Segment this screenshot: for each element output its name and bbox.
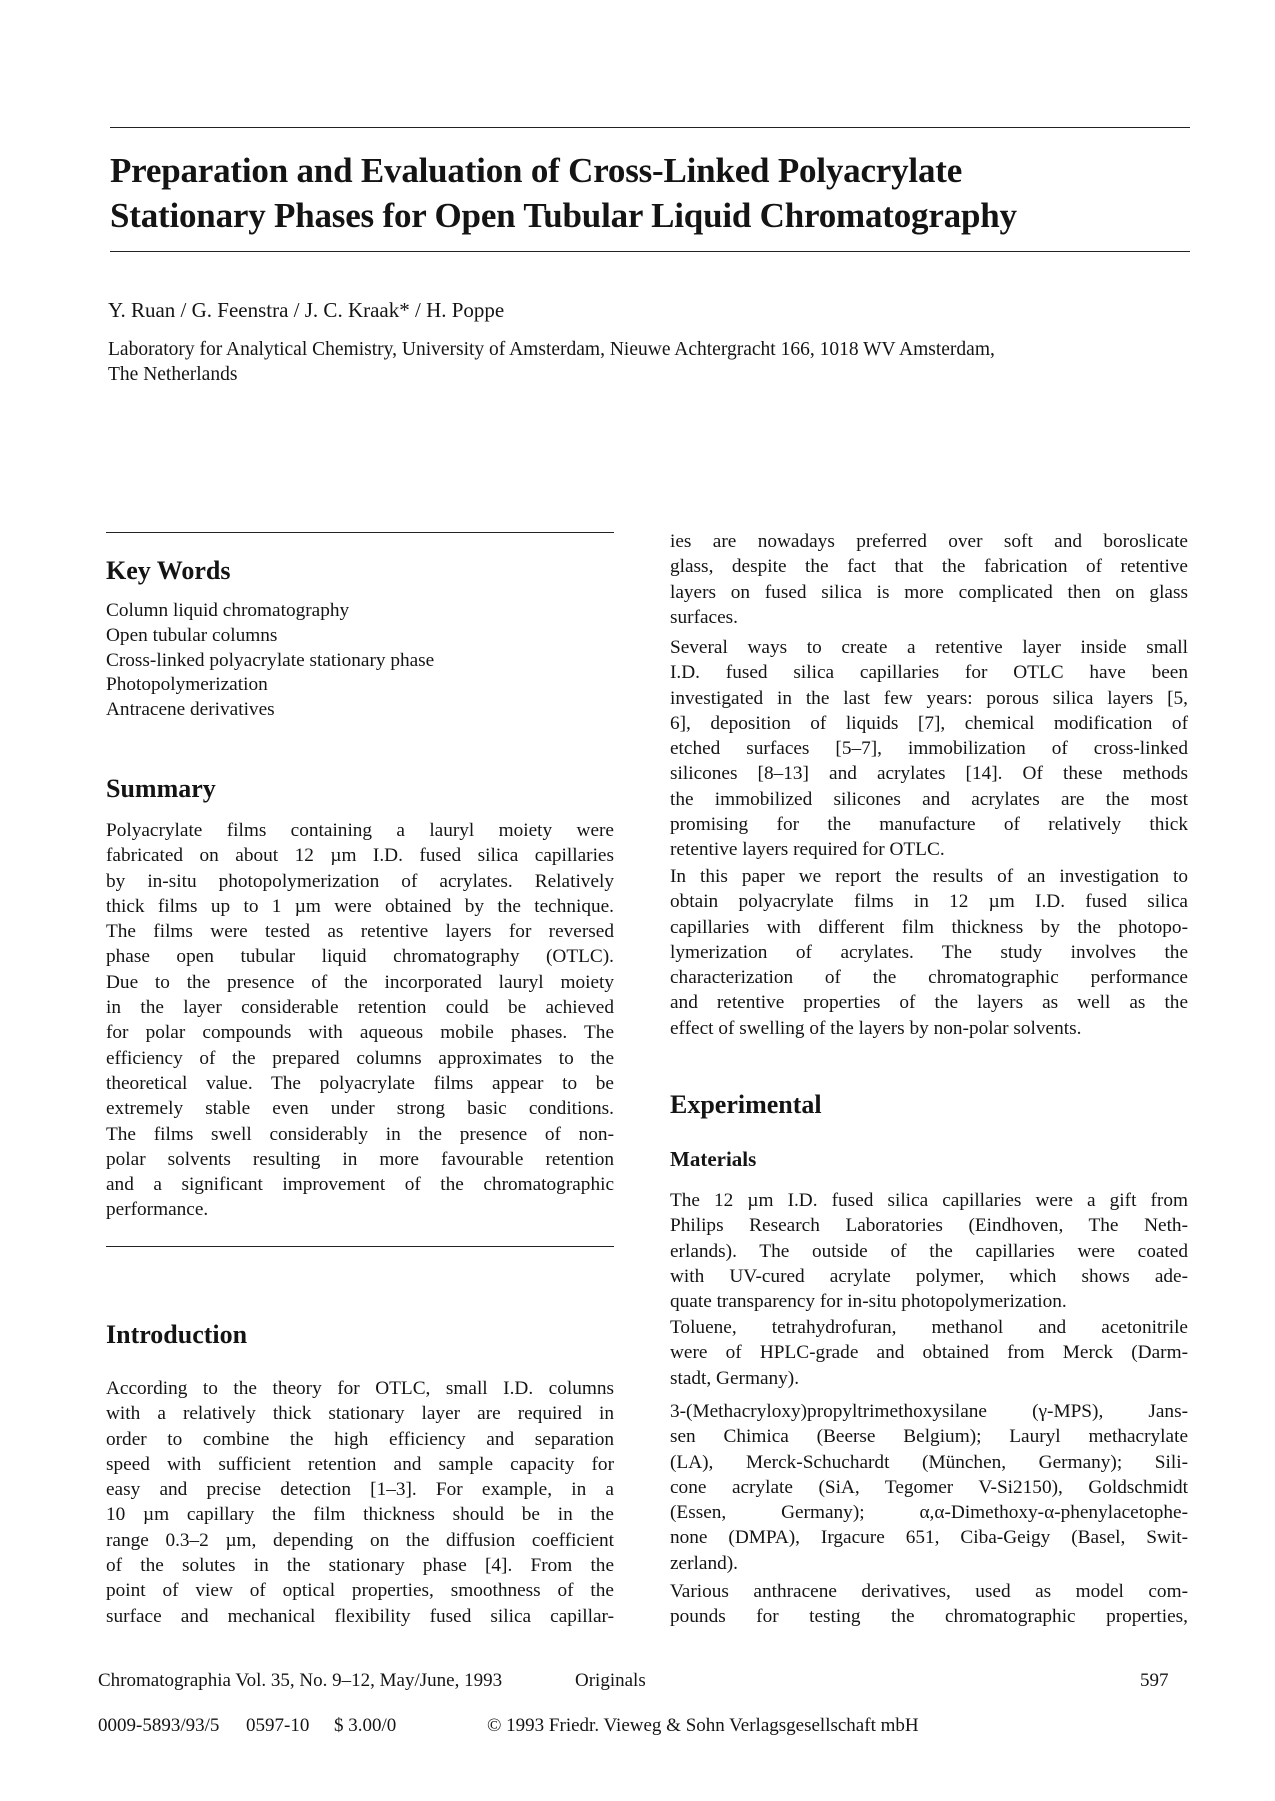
- keywords-top-rule: [106, 532, 614, 533]
- materials-paragraph: [670, 1399, 1188, 1576]
- text-line: Open tubular columns: [106, 624, 278, 646]
- affiliation-line: Laboratory for Analytical Chemistry, University of Amsterdam, Nieuwe Achtergracht 166, 1018 WV Amsterdam,: [108, 339, 995, 360]
- text-line: Various anthracene derivatives, used as model com-: [670, 1581, 1188, 1602]
- summary-bottom-rule: [106, 1246, 614, 1247]
- text-line: effect of swelling of the layers by non-polar solvents.: [670, 1017, 1082, 1039]
- text-line: Several ways to create a retentive layer inside small: [670, 637, 1188, 658]
- text-line: sen Chimica (Beerse Belgium); Lauryl methacrylate: [670, 1426, 1188, 1448]
- text-line: Cross-linked polyacrylate stationary phase: [106, 649, 435, 671]
- text-line: lymerization of acrylates. The study involves the: [670, 941, 1188, 963]
- issn-code: 0009-5893/93/5: [98, 1715, 220, 1736]
- materials-paragraph: [670, 1579, 1188, 1630]
- text-line: investigated in the last few years: porous silica layers [5,: [670, 687, 1188, 709]
- article-title-line-2: Stationary Phases for Open Tubular Liquid Chromatography: [110, 196, 1017, 235]
- section-label: Originals: [575, 1670, 646, 1691]
- introduction-paragraph: [106, 1376, 614, 1629]
- text-line: Due to the presence of the incorporated lauryl moiety: [106, 971, 614, 993]
- text-line: in the layer considerable retention could be achieved: [106, 997, 614, 1019]
- title-bottom-rule: [110, 251, 1190, 252]
- text-line: In this paper we report the results of an investigation to: [670, 866, 1188, 887]
- text-line: ies are nowadays preferred over soft and boroslicate: [670, 531, 1188, 552]
- text-line: by in-situ photopolymerization of acrylates. Relatively: [106, 870, 614, 892]
- text-line: were of HPLC-grade and obtained from Merck (Darm-: [670, 1342, 1188, 1364]
- text-line: of the solutes in the stationary phase [4]. From the: [106, 1555, 614, 1577]
- text-line: for polar compounds with aqueous mobile phases. The: [106, 1022, 614, 1044]
- introduction-paragraph: [670, 864, 1188, 1041]
- text-line: obtain polyacrylate films in 12 µm I.D. fused silica: [670, 891, 1188, 913]
- text-line: capillaries with different film thickness by the photopo-: [670, 916, 1188, 938]
- article-title-line-1: Preparation and Evaluation of Cross-Linked Polyacrylate: [110, 151, 963, 190]
- text-line: the immobilized silicones and acrylates are the most: [670, 788, 1188, 810]
- text-line: stadt, Germany).: [670, 1367, 800, 1389]
- page-number: 597: [1140, 1670, 1169, 1691]
- keywords-heading: Key Words: [106, 556, 231, 585]
- text-line: characterization of the chromatographic performance: [670, 967, 1188, 989]
- experimental-heading: Experimental: [670, 1090, 822, 1119]
- text-line: with a relatively thick stationary layer are required in: [106, 1403, 614, 1425]
- text-line: surfaces.: [670, 606, 738, 628]
- text-line: none (DMPA), Irgacure 651, Ciba-Geigy (Basel, Swit-: [670, 1527, 1188, 1549]
- text-line: 6], deposition of liquids [7], chemical modification of: [670, 712, 1188, 734]
- text-line: surface and mechanical flexibility fused silica capillar-: [106, 1605, 614, 1627]
- text-line: point of view of optical properties, smoothness of the: [106, 1580, 614, 1602]
- author-list: Y. Ruan / G. Feenstra / J. C. Kraak* / H. Poppe: [108, 298, 505, 322]
- text-line: performance.: [106, 1199, 209, 1221]
- text-line: etched surfaces [5–7], immobilization of cross-linked: [670, 738, 1188, 760]
- text-line: Toluene, tetrahydrofuran, methanol and acetonitrile: [670, 1317, 1188, 1338]
- text-line: and a significant improvement of the chromatographic: [106, 1174, 614, 1196]
- text-line: and retentive properties of the layers as well as the: [670, 992, 1188, 1014]
- text-line: (Essen, Germany); α,α-Dimethoxy-α-phenylacetophe-: [670, 1502, 1188, 1524]
- text-line: zerland).: [670, 1552, 738, 1574]
- text-line: polar solvents resulting in more favourable retention: [106, 1148, 614, 1170]
- price-code: $ 3.00/0: [334, 1715, 397, 1736]
- text-line: with UV-cured acrylate polymer, which shows ade-: [670, 1265, 1188, 1287]
- text-line: layers on fused silica is more complicated then on glass: [670, 581, 1188, 603]
- text-line: silicones [8–13] and acrylates [14]. Of these methods: [670, 763, 1188, 785]
- text-line: fabricated on about 12 µm I.D. fused silica capillaries: [106, 845, 614, 867]
- text-line: retentive layers required for OTLC.: [670, 839, 945, 861]
- text-line: speed with sufficient retention and sample capacity for: [106, 1453, 614, 1475]
- text-line: The 12 µm I.D. fused silica capillaries were a gift from: [670, 1190, 1188, 1211]
- copyright-notice: © 1993 Friedr. Vieweg & Sohn Verlagsgesellschaft mbH: [487, 1715, 919, 1736]
- introduction-paragraph: [670, 529, 1188, 630]
- text-line: extremely stable even under strong basic conditions.: [106, 1098, 614, 1120]
- text-line: range 0.3–2 µm, depending on the diffusion coefficient: [106, 1529, 614, 1551]
- text-line: quate transparency for in-situ photopolymerization.: [670, 1291, 1067, 1313]
- introduction-heading: Introduction: [106, 1320, 248, 1349]
- text-line: pounds for testing the chromatographic properties,: [670, 1606, 1188, 1628]
- affiliation-line: The Netherlands: [108, 364, 238, 385]
- text-line: thick films up to 1 µm were obtained by the technique.: [106, 895, 614, 917]
- text-line: erlands). The outside of the capillaries were coated: [670, 1240, 1188, 1262]
- text-line: 10 µm capillary the film thickness should be in the: [106, 1504, 614, 1526]
- text-line: (LA), Merck-Schuchardt (München, Germany); Sili-: [670, 1451, 1188, 1473]
- journal-citation: Chromatographia Vol. 35, No. 9–12, May/June, 1993: [98, 1670, 503, 1691]
- text-line: Antracene derivatives: [106, 699, 275, 721]
- text-line: order to combine the high efficiency and separation: [106, 1428, 614, 1450]
- summary-heading: Summary: [106, 774, 216, 803]
- materials-heading: Materials: [670, 1147, 757, 1171]
- text-line: promising for the manufacture of relatively thick: [670, 814, 1188, 836]
- text-line: easy and precise detection [1–3]. For example, in a: [106, 1479, 614, 1501]
- summary-paragraph: [106, 818, 614, 1223]
- title-top-rule: [110, 127, 1190, 128]
- text-line: Philips Research Laboratories (Eindhoven, The Neth-: [670, 1215, 1188, 1237]
- text-line: theoretical value. The polyacrylate films appear to be: [106, 1072, 614, 1094]
- text-line: cone acrylate (SiA, Tegomer V-Si2150), Goldschmidt: [670, 1476, 1188, 1498]
- materials-paragraph: [670, 1315, 1188, 1391]
- text-line: According to the theory for OTLC, small I.D. columns: [106, 1378, 614, 1399]
- text-line: I.D. fused silica capillaries for OTLC have been: [670, 662, 1188, 684]
- introduction-paragraph: [670, 635, 1188, 863]
- text-line: Polyacrylate films containing a lauryl moiety were: [106, 820, 614, 841]
- text-line: Column liquid chromatography: [106, 600, 350, 621]
- text-line: Photopolymerization: [106, 674, 268, 696]
- text-line: 3-(Methacryloxy)propyltrimethoxysilane (γ-MPS), Jans-: [670, 1401, 1188, 1422]
- text-line: glass, despite the fact that the fabrication of retentive: [670, 556, 1188, 578]
- text-line: The films swell considerably in the presence of non-: [106, 1123, 614, 1145]
- affiliation: [108, 337, 995, 387]
- text-line: efficiency of the prepared columns approximates to the: [106, 1047, 614, 1069]
- text-line: phase open tubular liquid chromatography (OTLC).: [106, 946, 614, 968]
- materials-paragraph: [670, 1188, 1188, 1314]
- keywords-list: [106, 599, 614, 723]
- article-code: 0597-10: [246, 1715, 310, 1736]
- text-line: The films were tested as retentive layers for reversed: [106, 921, 614, 943]
